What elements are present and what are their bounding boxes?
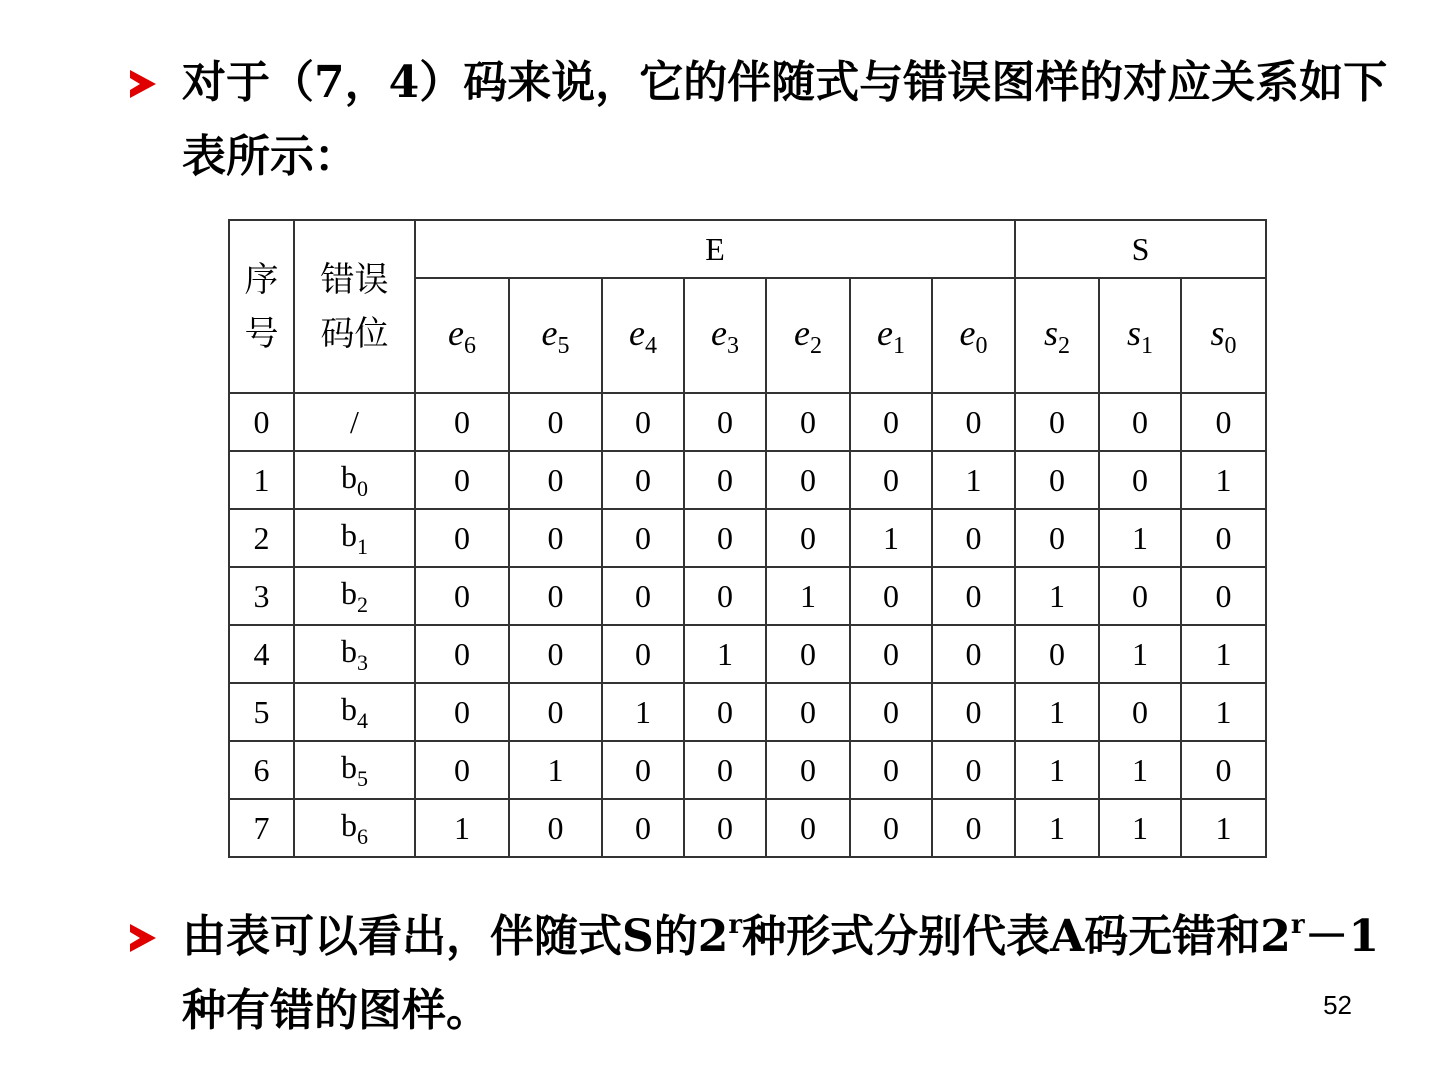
header-e-3-base: e: [711, 312, 727, 353]
conclusion-sup-b: r: [1290, 910, 1305, 940]
cell-s: 0: [1015, 509, 1099, 567]
header-e-3-sub: 3: [726, 332, 739, 359]
cell-s: 0: [1015, 451, 1099, 509]
header-s-0-sub: 0: [1224, 332, 1237, 359]
header-e-4-sub: 4: [644, 332, 657, 359]
row-position-base: b: [341, 458, 357, 495]
cell-e: 0: [602, 741, 684, 799]
cell-e: 0: [766, 393, 850, 451]
cell-s: 1: [1099, 799, 1181, 857]
cell-e: 0: [766, 625, 850, 683]
row-position-sub: 1: [357, 533, 368, 559]
cell-s: 1: [1181, 799, 1266, 857]
cell-e: 0: [684, 741, 766, 799]
conclusion-part-c: －1种有错的图样。: [182, 911, 1380, 1036]
header-s-0-base: s: [1210, 312, 1225, 353]
row-error-position: [294, 451, 415, 509]
syndrome-table: [228, 219, 1267, 858]
cell-e: 0: [415, 567, 509, 625]
cell-e: 0: [415, 741, 509, 799]
cell-e: 1: [932, 451, 1015, 509]
cell-e: 0: [415, 625, 509, 683]
cell-s: 0: [1181, 741, 1266, 799]
cell-e: 0: [415, 393, 509, 451]
table-row: [229, 509, 1266, 567]
cell-s: 1: [1181, 683, 1266, 741]
row-index: 6: [229, 741, 294, 799]
cell-s: 1: [1015, 567, 1099, 625]
header-e-2: [766, 278, 850, 393]
cell-s: 0: [1181, 567, 1266, 625]
cell-e: 0: [509, 683, 602, 741]
header-e-5: [509, 278, 602, 393]
header-s-2-base: s: [1043, 312, 1058, 353]
cell-e: 1: [850, 509, 932, 567]
cell-s: 1: [1015, 799, 1099, 857]
cell-s: 0: [1015, 625, 1099, 683]
cell-s: 1: [1181, 625, 1266, 683]
cell-e: 0: [684, 799, 766, 857]
conclusion-part-b: 种形式分别代表A码无错和2: [742, 911, 1291, 962]
cell-e: 0: [415, 509, 509, 567]
page-number: 52: [1323, 990, 1352, 1020]
row-index: 1: [229, 451, 294, 509]
header-error-position: [294, 220, 415, 393]
cell-e: 0: [850, 741, 932, 799]
cell-e: 0: [766, 799, 850, 857]
header-e-5-base: e: [541, 312, 558, 353]
bullet-arrow-icon: [130, 70, 156, 98]
cell-e: 0: [932, 683, 1015, 741]
cell-s: 1: [1099, 741, 1181, 799]
cell-s: 0: [1099, 567, 1181, 625]
header-e-4: [602, 278, 684, 393]
header-s-1-sub: 1: [1141, 332, 1153, 359]
cell-e: 1: [602, 683, 684, 741]
cell-e: 0: [850, 799, 932, 857]
row-error-position: [294, 393, 415, 451]
cell-e: 0: [850, 625, 932, 683]
cell-e: 1: [766, 567, 850, 625]
cell-e: 0: [684, 567, 766, 625]
row-position-base: b: [341, 748, 357, 785]
cell-e: 0: [932, 799, 1015, 857]
header-e-0-base: e: [959, 312, 976, 353]
row-error-position: [294, 567, 415, 625]
cell-e: 0: [850, 451, 932, 509]
row-error-position: [294, 799, 415, 857]
cell-e: 0: [684, 393, 766, 451]
cell-e: 0: [509, 567, 602, 625]
cell-s: 0: [1099, 451, 1181, 509]
row-error-position: [294, 509, 415, 567]
cell-s: 1: [1015, 741, 1099, 799]
header-position-label: 错误码位: [320, 259, 389, 354]
cell-e: 0: [602, 799, 684, 857]
row-error-position: [294, 741, 415, 799]
header-e-1: [850, 278, 932, 393]
cell-e: 0: [766, 683, 850, 741]
cell-s: 0: [1181, 509, 1266, 567]
row-position-sub: 5: [357, 765, 368, 791]
header-group-e: E: [415, 220, 1015, 278]
cell-s: 0: [1099, 683, 1181, 741]
bullet-conclusion-text: [182, 900, 1390, 1048]
table-row: [229, 625, 1266, 683]
header-s-2-sub: 2: [1058, 332, 1070, 359]
cell-e: 0: [932, 509, 1015, 567]
row-position-base: b: [341, 574, 357, 611]
header-e-0-sub: 0: [975, 332, 988, 359]
row-index: 3: [229, 567, 294, 625]
bullet-intro-text: 对于（7，4）码来说，它的伴随式与错误图样的对应关系如下表所示：: [182, 57, 1388, 182]
cell-e: 0: [684, 451, 766, 509]
cell-e: 0: [509, 625, 602, 683]
header-e-6-sub: 6: [463, 332, 476, 359]
row-position-sub: 0: [357, 475, 368, 501]
row-index: 2: [229, 509, 294, 567]
header-e-2-base: e: [794, 312, 810, 353]
cell-e: 0: [509, 509, 602, 567]
header-e-1-sub: 1: [892, 332, 905, 359]
header-e-3: [684, 278, 766, 393]
row-position-base: /: [350, 403, 359, 440]
table-row: [229, 567, 1266, 625]
table-row: [229, 741, 1266, 799]
cell-e: 0: [509, 799, 602, 857]
cell-e: 0: [415, 683, 509, 741]
header-s-2: [1015, 278, 1099, 393]
bullet-arrow-icon: [130, 924, 156, 952]
header-e-6: [415, 278, 509, 393]
header-e-5-sub: 5: [557, 332, 570, 359]
cell-e: 0: [932, 393, 1015, 451]
row-error-position: [294, 683, 415, 741]
row-index: 5: [229, 683, 294, 741]
cell-s: 1: [1015, 683, 1099, 741]
cell-s: 0: [1099, 393, 1181, 451]
header-e-6-base: e: [448, 312, 464, 353]
cell-e: 0: [509, 451, 602, 509]
row-error-position: [294, 625, 415, 683]
cell-e: 0: [602, 451, 684, 509]
cell-s: 0: [1015, 393, 1099, 451]
cell-e: 0: [602, 567, 684, 625]
row-index: 4: [229, 625, 294, 683]
cell-e: 1: [415, 799, 509, 857]
header-e-0: [932, 278, 1015, 393]
cell-e: 0: [602, 509, 684, 567]
cell-e: 0: [766, 741, 850, 799]
cell-s: 1: [1099, 509, 1181, 567]
row-index: 7: [229, 799, 294, 857]
cell-e: 0: [850, 683, 932, 741]
cell-e: 0: [684, 509, 766, 567]
row-index: 0: [229, 393, 294, 451]
table-row: [229, 393, 1266, 451]
table-row: [229, 799, 1266, 857]
cell-e: 0: [932, 567, 1015, 625]
bullet-conclusion: [130, 900, 1390, 1048]
table-row: [229, 683, 1266, 741]
header-s-1: [1099, 278, 1181, 393]
cell-e: 1: [684, 625, 766, 683]
header-index-label: 序号: [244, 259, 279, 354]
row-position-sub: 3: [357, 649, 368, 675]
cell-e: 0: [932, 625, 1015, 683]
cell-s: 1: [1181, 451, 1266, 509]
cell-e: 0: [850, 567, 932, 625]
row-position-base: b: [341, 632, 357, 669]
header-e-4-base: e: [629, 312, 645, 353]
cell-e: 0: [932, 741, 1015, 799]
cell-e: 1: [509, 741, 602, 799]
cell-s: 1: [1099, 625, 1181, 683]
row-position-sub: 6: [357, 823, 368, 849]
header-e-1-base: e: [877, 312, 893, 353]
header-e-2-sub: 2: [809, 332, 822, 359]
cell-e: 0: [415, 451, 509, 509]
bullet-intro: [130, 46, 1390, 194]
header-s-0: [1181, 278, 1266, 393]
cell-e: 0: [684, 683, 766, 741]
header-s-1-base: s: [1126, 312, 1141, 353]
cell-e: 0: [602, 625, 684, 683]
cell-e: 0: [602, 393, 684, 451]
row-position-base: b: [341, 806, 357, 843]
cell-s: 0: [1181, 393, 1266, 451]
conclusion-part-a: 由表可以看出，伴随式S的2: [182, 911, 729, 962]
cell-e: 0: [850, 393, 932, 451]
header-index: [229, 220, 294, 393]
row-position-base: b: [341, 690, 357, 727]
conclusion-sup-a: r: [728, 910, 743, 940]
row-position-sub: 4: [357, 707, 368, 733]
cell-e: 0: [509, 393, 602, 451]
row-position-sub: 2: [357, 591, 368, 617]
cell-e: 0: [766, 451, 850, 509]
row-position-base: b: [341, 516, 357, 553]
header-group-s: S: [1015, 220, 1266, 278]
table-row: [229, 451, 1266, 509]
cell-e: 0: [766, 509, 850, 567]
